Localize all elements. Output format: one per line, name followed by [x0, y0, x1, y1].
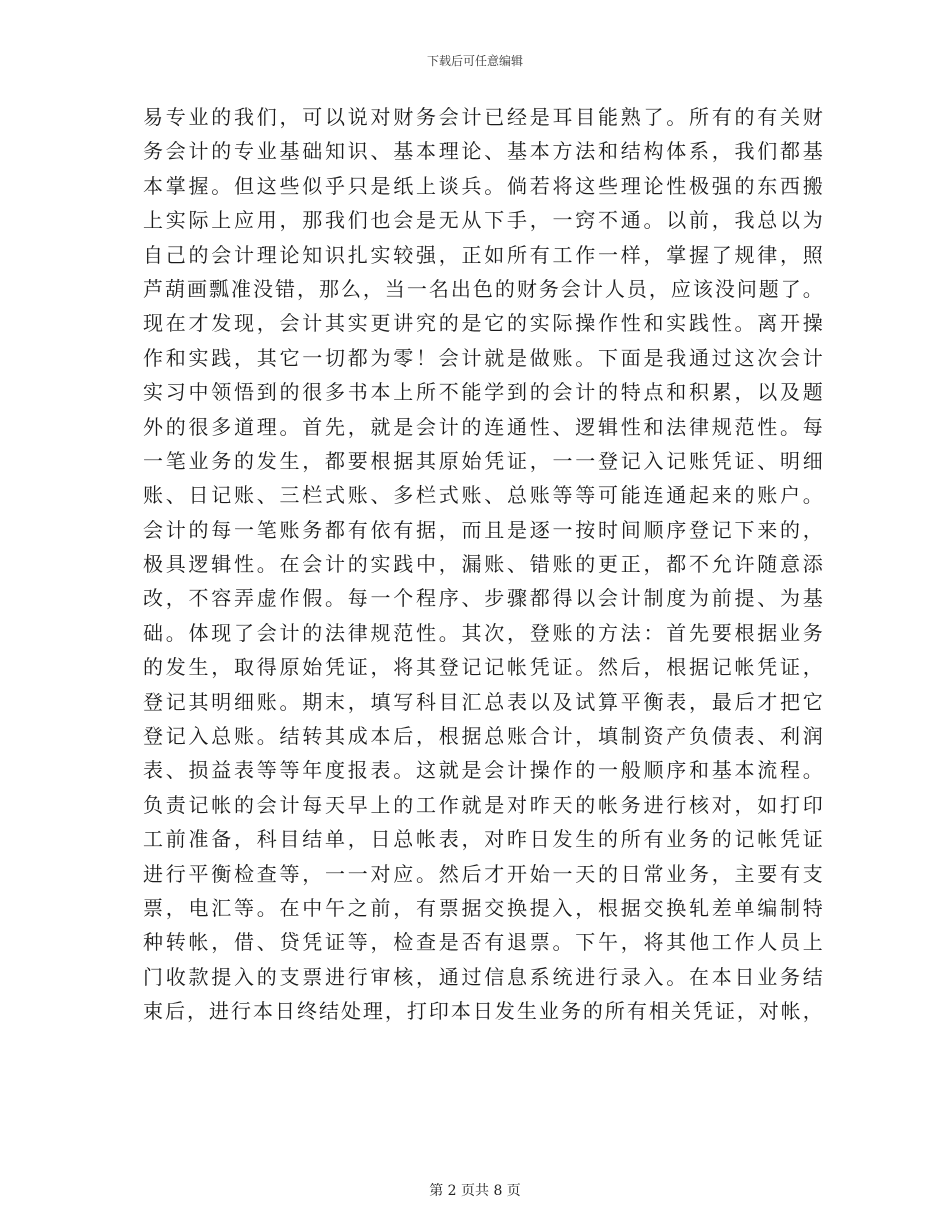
text-line: 的发生，取得原始凭证，将其登记记帐凭证。然后，根据记帐凭证， — [143, 655, 823, 680]
page-header: 下载后可任意编辑 — [426, 54, 523, 68]
text-line: 改，不容弄虚作假。每一个程序、步骤都得以会计制度为前提、为基 — [143, 586, 823, 611]
text-line: 上实际上应用，那我们也会是无从下手，一窍不通。以前，我总以为 — [143, 208, 823, 233]
text-line: 门收款提入的支票进行审核，通过信息系统进行录入。在本日业务结 — [143, 964, 823, 989]
text-line: 外的很多道理。首先，就是会计的连通性、逻辑性和法律规范性。每 — [143, 414, 823, 439]
text-line: 自己的会计理论知识扎实较强，正如所有工作一样，掌握了规律，照 — [143, 242, 823, 267]
text-line: 工前准备，科目结单，日总帐表，对昨日发生的所有业务的记帐凭证 — [143, 827, 823, 852]
text-line: 负责记帐的会计每天早上的工作就是对昨天的帐务进行核对，如打印 — [143, 792, 823, 817]
text-line: 一笔业务的发生，都要根据其原始凭证，一一登记入记账凭证、明细 — [143, 448, 823, 473]
text-line: 实习中领悟到的很多书本上所不能学到的会计的特点和积累，以及题 — [143, 380, 823, 405]
text-line: 易专业的我们，可以说对财务会计已经是耳目能熟了。所有的有关财 — [143, 105, 823, 129]
page-number: 第 2 页共 8 页 — [429, 1183, 521, 1199]
text-line: 极具逻辑性。在会计的实践中，漏账、错账的更正，都不允许随意添 — [143, 552, 823, 577]
text-line: 本掌握。但这些似乎只是纸上谈兵。倘若将这些理论性极强的东西搬 — [143, 173, 823, 198]
text-line: 登记入总账。结转其成本后，根据总账合计，填制资产负债表、利润 — [143, 724, 823, 749]
text-line: 种转帐，借、贷凭证等，检查是否有退票。下午，将其他工作人员上 — [143, 930, 823, 955]
text-line: 会计的每一笔账务都有依有据，而且是逐一按时间顺序登记下来的， — [143, 517, 823, 542]
text-line: 础。体现了会计的法律规范性。其次，登账的方法：首先要根据业务 — [143, 620, 823, 645]
text-line: 作和实践，其它一切都为零！会计就是做账。下面是我通过这次会计 — [143, 345, 823, 370]
text-line: 进行平衡检查等，一一对应。然后才开始一天的日常业务，主要有支 — [143, 861, 823, 886]
text-line: 现在才发现，会计其实更讲究的是它的实际操作性和实践性。离开操 — [143, 311, 823, 336]
text-line: 票，电汇等。在中午之前，有票据交换提入，根据交换轧差单编制特 — [143, 895, 823, 920]
text-line: 芦葫画瓢准没错，那么，当一名出色的财务会计人员，应该没问题了。 — [143, 276, 823, 301]
text-line: 束后，进行本日终结处理，打印本日发生业务的所有相关凭证，对帐， — [143, 999, 823, 1024]
body-text — [143, 100, 823, 1029]
text-line: 表、损益表等等年度报表。这就是会计操作的一般顺序和基本流程。 — [143, 758, 823, 783]
text-line: 务会计的专业基础知识、基本理论、基本方法和结构体系，我们都基 — [143, 139, 823, 164]
text-line: 账、日记账、三栏式账、多栏式账、总账等等可能连通起来的账户。 — [143, 483, 823, 508]
text-line: 登记其明细账。期末，填写科目汇总表以及试算平衡表，最后才把它 — [143, 689, 823, 714]
